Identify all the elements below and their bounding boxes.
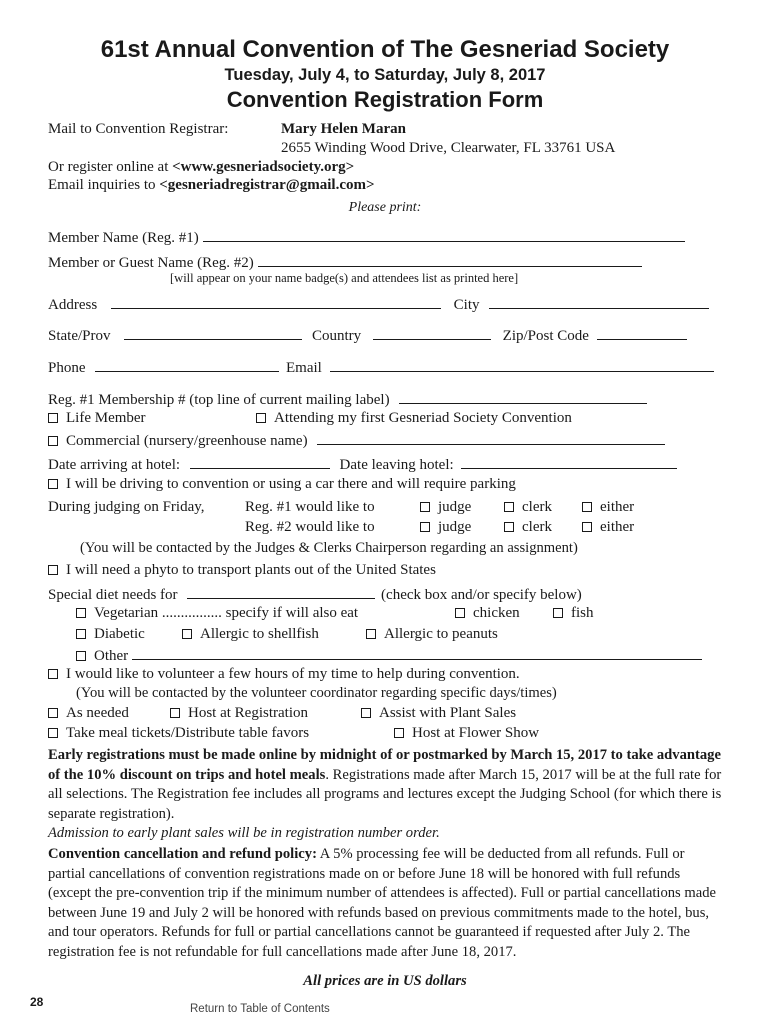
life-member-row: Life Member — [48, 410, 146, 427]
early-registration-paragraph: Early registrations must be made online by midnight of or postmarked by March 15, 2017 to take advantage of the 10% discount on trips and hotel meals. Registrations made after March 15, 2017 will be at the full rate for all selections. The Registration fee includes all programs and lectures except the Judging School (for which there is separate registration). Admission to early plant sales will be in registration number order. — [48, 747, 722, 841]
special-diet-field[interactable] — [187, 585, 375, 599]
reg1-either-option: either — [582, 499, 634, 516]
date-leaving-field[interactable] — [461, 455, 677, 469]
reg2-judge-option: judge — [420, 519, 471, 536]
state-row: State/Prov Country Zip/Post Code — [48, 326, 687, 345]
address-field[interactable] — [111, 295, 441, 309]
reg1-label: Reg. #1 would like to — [245, 499, 375, 515]
reg1-clerk-checkbox[interactable] — [504, 502, 514, 512]
volunteer-row: I would like to volunteer a few hours of my time to help during convention. — [48, 666, 520, 683]
phone-row: Phone Email — [48, 358, 714, 377]
commercial-checkbox[interactable] — [48, 436, 58, 446]
member-name-row: Member Name (Reg. #1) — [48, 228, 685, 247]
date-arriving-field[interactable] — [190, 455, 330, 469]
zip-field[interactable] — [597, 326, 687, 340]
as-needed-checkbox[interactable] — [48, 708, 58, 718]
toc-link[interactable]: Return to Table of Contents — [190, 1003, 330, 1015]
driving-checkbox[interactable] — [48, 479, 58, 489]
host-registration-option: Host at Registration — [170, 705, 308, 722]
online-line: Or register online at <www.gesneriadsociety.org> — [48, 159, 355, 175]
plant-sales-option: Assist with Plant Sales — [361, 705, 516, 722]
first-convention-row: Attending my first Gesneriad Society Convention — [256, 410, 572, 427]
vegetarian-option: Vegetarian ................ specify if will also eat — [76, 605, 358, 622]
flower-show-option: Host at Flower Show — [394, 725, 539, 742]
chicken-option: chicken — [455, 605, 520, 622]
diabetic-option: Diabetic — [76, 626, 145, 643]
flower-show-checkbox[interactable] — [394, 728, 404, 738]
other-field[interactable] — [132, 646, 702, 660]
other-option: Other — [76, 646, 702, 665]
judging-prefix: During judging on Friday, — [48, 499, 205, 515]
volunteer-note: (You will be contacted by the volunteer coordinator regarding specific days/times) — [76, 685, 557, 701]
shellfish-checkbox[interactable] — [182, 629, 192, 639]
phone-field[interactable] — [95, 358, 279, 372]
reg2-label: Reg. #2 would like to — [245, 519, 375, 535]
meal-tickets-option: Take meal tickets/Distribute table favors — [48, 725, 309, 742]
phyto-checkbox[interactable] — [48, 565, 58, 575]
fish-checkbox[interactable] — [553, 608, 563, 618]
meal-tickets-checkbox[interactable] — [48, 728, 58, 738]
shellfish-option: Allergic to shellfish — [182, 626, 319, 643]
driving-row: I will be driving to convention or using a car there and will require parking — [48, 476, 516, 493]
guest-name-field[interactable] — [258, 253, 642, 267]
prices-note: All prices are in US dollars — [303, 973, 467, 989]
membership-row: Reg. #1 Membership # (top line of current mailing label) — [48, 390, 647, 409]
as-needed-option: As needed — [48, 705, 129, 722]
host-registration-checkbox[interactable] — [170, 708, 180, 718]
form-title: Convention Registration Form — [226, 87, 544, 112]
special-diet-row: Special diet needs for (check box and/or specify below) — [48, 587, 582, 603]
dates-row: Date arriving at hotel: Date leaving hotel: — [48, 455, 677, 474]
mail-label: Mail to Convention Registrar: — [48, 121, 229, 137]
email-field[interactable] — [330, 358, 714, 372]
city-field[interactable] — [489, 295, 709, 309]
other-checkbox[interactable] — [76, 651, 86, 661]
registrar-address: 2655 Winding Wood Drive, Clearwater, FL 33761 USA — [281, 140, 616, 156]
phyto-row: I will need a phyto to transport plants out of the United States — [48, 562, 436, 579]
email-line: Email inquiries to <gesneriadregistrar@gmail.com> — [48, 177, 375, 193]
convention-dates: Tuesday, July 4, to Saturday, July 8, 2017 — [224, 66, 546, 84]
reg2-clerk-checkbox[interactable] — [504, 522, 514, 532]
peanuts-checkbox[interactable] — [366, 629, 376, 639]
email-link[interactable]: <gesneriadregistrar@gmail.com> — [159, 177, 375, 193]
address-row: Address City — [48, 295, 709, 314]
vegetarian-checkbox[interactable] — [76, 608, 86, 618]
plant-sales-checkbox[interactable] — [361, 708, 371, 718]
reg2-either-option: either — [582, 519, 634, 536]
commercial-row: Commercial (nursery/greenhouse name) — [48, 431, 665, 450]
reg1-judge-option: judge — [420, 499, 471, 516]
please-print: Please print: — [348, 200, 422, 215]
judges-note: (You will be contacted by the Judges & Clerks Chairperson regarding an assignment) — [80, 540, 578, 556]
member-name-field[interactable] — [203, 228, 685, 242]
guest-name-row: Member or Guest Name (Reg. #2) — [48, 253, 642, 272]
life-member-checkbox[interactable] — [48, 413, 58, 423]
reg2-judge-checkbox[interactable] — [420, 522, 430, 532]
peanuts-option: Allergic to peanuts — [366, 626, 498, 643]
reg1-clerk-option: clerk — [504, 499, 552, 516]
reg2-clerk-option: clerk — [504, 519, 552, 536]
state-field[interactable] — [124, 326, 302, 340]
country-field[interactable] — [373, 326, 491, 340]
page-number: 28 — [30, 995, 44, 1009]
page-title: 61st Annual Convention of The Gesneriad Society — [100, 36, 670, 63]
first-convention-checkbox[interactable] — [256, 413, 266, 423]
cancellation-paragraph: Convention cancellation and refund policy: A 5% processing fee will be deducted from all refunds. Full or partial cancellations of convention registrations made on or before June 18 will be honored with full refunds (except the pre-convention trip if the minimum number of attendees is affected). Full or partial cancellations made between June 19 and July 2 will be honored with refunds based on previous commitments made to the hotel, bus, and tour operators. Refunds for full or partial cancellations cannot be guaranteed if requested after July 2. The registration fee is not refundable for full cancellations made after June 18, 2017. — [48, 846, 716, 960]
reg1-judge-checkbox[interactable] — [420, 502, 430, 512]
membership-field[interactable] — [399, 390, 647, 404]
diabetic-checkbox[interactable] — [76, 629, 86, 639]
fish-option: fish — [553, 605, 594, 622]
registrar-name: Mary Helen Maran — [281, 121, 406, 137]
chicken-checkbox[interactable] — [455, 608, 465, 618]
reg1-either-checkbox[interactable] — [582, 502, 592, 512]
commercial-field[interactable] — [317, 431, 665, 445]
online-url-link[interactable]: <www.gesneriadsociety.org> — [172, 159, 355, 175]
volunteer-checkbox[interactable] — [48, 669, 58, 679]
badge-note: [will appear on your name badge(s) and attendees list as printed here] — [170, 271, 519, 285]
reg2-either-checkbox[interactable] — [582, 522, 592, 532]
admission-note: Admission to early plant sales will be in registration number order. — [48, 825, 440, 841]
